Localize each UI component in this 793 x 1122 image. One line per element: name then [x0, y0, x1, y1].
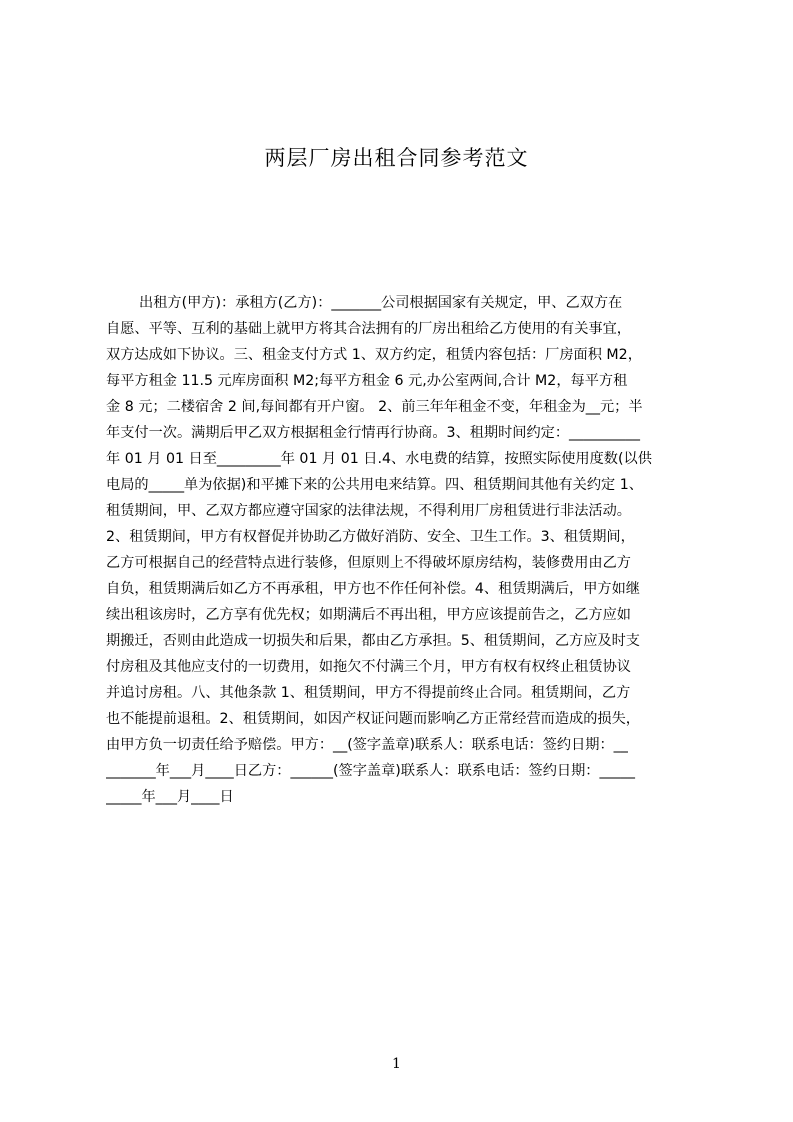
body-line: 电局的_____单为依据)和平摊下来的公共用电来结算。四、租赁期间其他有关约定 1、 — [106, 477, 643, 493]
body-line: 自愿、平等、互利的基础上就甲方将其合法拥有的厂房出租给乙方使用的有关事宜， — [106, 321, 631, 337]
body-line: 租赁期间，甲、乙双方都应遵守国家的法律法规，不得利用厂房租赁进行非法活动。 — [106, 503, 631, 519]
body-line: _____年___月____日 — [106, 789, 234, 805]
body-line: 期搬迁，否则由此造成一切损失和后果，都由乙方承担。5、租赁期间，乙方应及时支 — [106, 633, 640, 649]
body-line: 金 8 元；二楼宿舍 2 间,每间都有开户窗。 2、前三年年租金不变，年租金为__元；半 — [106, 399, 643, 415]
body-line: 续出租该房时，乙方享有优先权；如期满后不再出租，甲方应该提前告之，乙方应如 — [106, 607, 631, 623]
body-line: 每平方租金 11.5 元库房面积 M2;每平方租金 6 元,办公室两间,合计 M2，每平方租 — [106, 373, 628, 389]
body-line: 由甲方负一切责任给予赔偿。甲方：__(签字盖章)联系人：联系电话：签约日期：__ — [106, 737, 628, 753]
body-line: 出租方(甲方)：承租方(乙方)：_______公司根据国家有关规定，甲、乙双方在 — [139, 295, 623, 311]
body-line: 年支付一次。满期后甲乙双方根据租金行情再行协商。3、租期时间约定：__________ — [106, 425, 640, 441]
body-line: 2、租赁期间，甲方有权督促并协助乙方做好消防、安全、卫生工作。3、租赁期间， — [106, 529, 635, 545]
body-line: 双方达成如下协议。三、租金支付方式 1、双方约定，租赁内容包括：厂房面积 M2， — [106, 347, 642, 363]
body-line: 并追讨房租。八、其他条款 1、租赁期间，甲方不得提前终止合同。租赁期间，乙方 — [106, 685, 631, 701]
contract-body — [106, 290, 698, 830]
body-line: 也不能提前退租。2、租赁期间，如因产权证问题而影响乙方正常经营而造成的损失， — [106, 711, 640, 727]
body-line: 自负，租赁期满后如乙方不再承租，甲方也不作任何补偿。4、租赁期满后，甲方如继 — [106, 581, 640, 597]
document-title: 两层厂房出租合同参考范文 — [264, 146, 529, 170]
body-line: 乙方可根据自己的经营特点进行装修，但原则上不得破坏原房结构，装修费用由乙方 — [106, 555, 631, 571]
body-line: 年 01 月 01 日至_________年 01 月 01 日.4、水电费的结算，按照实际使用度数(以供 — [106, 451, 652, 467]
body-line: _______年___月____日乙方：______(签字盖章)联系人：联系电话：签约日期：_____ — [106, 763, 635, 779]
page-number: 1 — [392, 1056, 401, 1072]
body-line: 付房租及其他应支付的一切费用，如拖欠不付满三个月，甲方有权有权终止租赁协议 — [106, 659, 631, 675]
